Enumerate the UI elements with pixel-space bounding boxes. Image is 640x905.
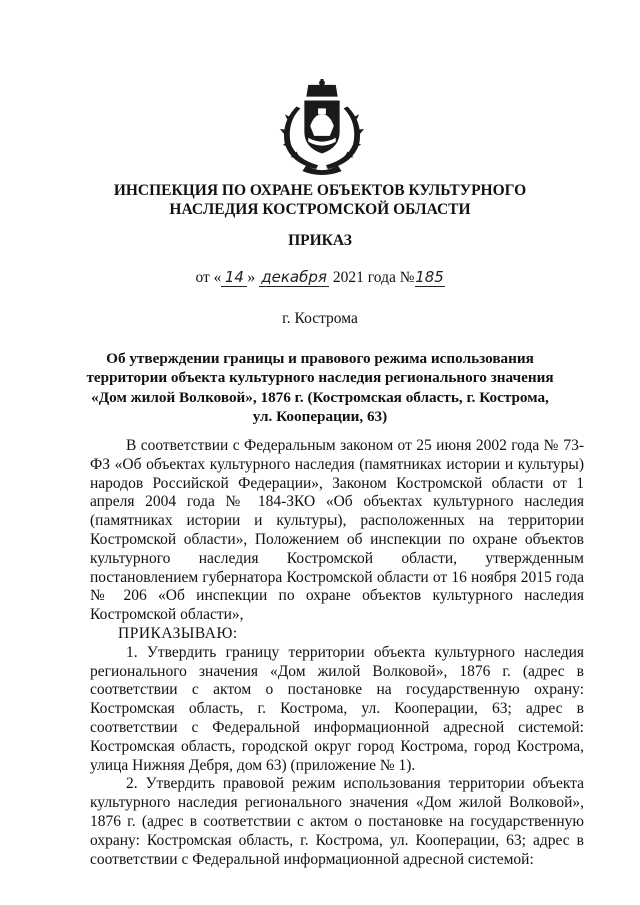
preamble-paragraph: В соответствии с Федеральным законом от 25 июня 2002 года № 73-ФЗ «Об объектах культурного наследия (памятниках истории и культуры) народов Российской Федерации», Законом Костромской области от 1 апреля 2004 года № 184-ЗКО «Об объектах культурного наследия (памятниках истории и культуры), расположенных на территории Костромской области», Положением об инспекции по охране объектов культурного наследия Костромской области, утвержденным постановлением губернатора Костромской области от 16 ноября 2015 года № 206 «Об инспекции по охране объектов культурного наследия Костромской области», (90, 437, 584, 624)
document-type: ПРИКАЗ (288, 232, 352, 249)
organization-name: ИНСПЕКЦИЯ ПО ОХРАНЕ ОБЪЕКТОВ КУЛЬТУРНОГО НАСЛЕДИЯ КОСТРОМСКОЙ ОБЛАСТИ (113, 182, 527, 218)
city: г. Кострома (282, 310, 358, 327)
coat-of-arms-icon (273, 78, 371, 178)
date-prefix: от « (195, 269, 222, 286)
clause-2: 2. Утвердить правовой режим использования территории объекта культурного наследия регионального значения «Дом жилой Волковой», 1876 г. (адрес в соответствии с актом о постановке на государственную охрану: Костромская область, г. Кострома, ул. Кооперации, 63; адрес в соответствии с Федеральной информационной адресной системой: (90, 775, 584, 868)
order-subject: Об утверждении границы и правового режима использования территории объекта культурного наследия регионального значения «Дом жилой Волковой», 1876 г. (Костромская область, г. Кострома, ул. Кооперации, 63) (86, 350, 554, 425)
quote-close: » (247, 269, 256, 286)
directive: ПРИКАЗЫВАЮ: (118, 624, 238, 642)
handwritten-number: 185 (415, 268, 444, 286)
clause-1: 1. Утвердить границу территории объекта культурного наследия регионального значения «Дом жилой Волковой», 1876 г. (адрес в соответствии с актом о постановке на государственную охрану: Костромская область, г. Кострома, ул. Кооперации, 63; адрес в соответствии с Федеральной информационной адресной системой: Костромская область, городской округ город Кострома, город Кострома, улица Нижняя Дебря, дом 63) (приложение № 1). (90, 643, 584, 774)
year-text: 2021 года № (332, 269, 415, 286)
document-body (90, 437, 584, 869)
handwritten-month: декабря (259, 269, 329, 287)
handwritten-day: 14 (221, 269, 247, 287)
date-number-line (0, 269, 640, 287)
